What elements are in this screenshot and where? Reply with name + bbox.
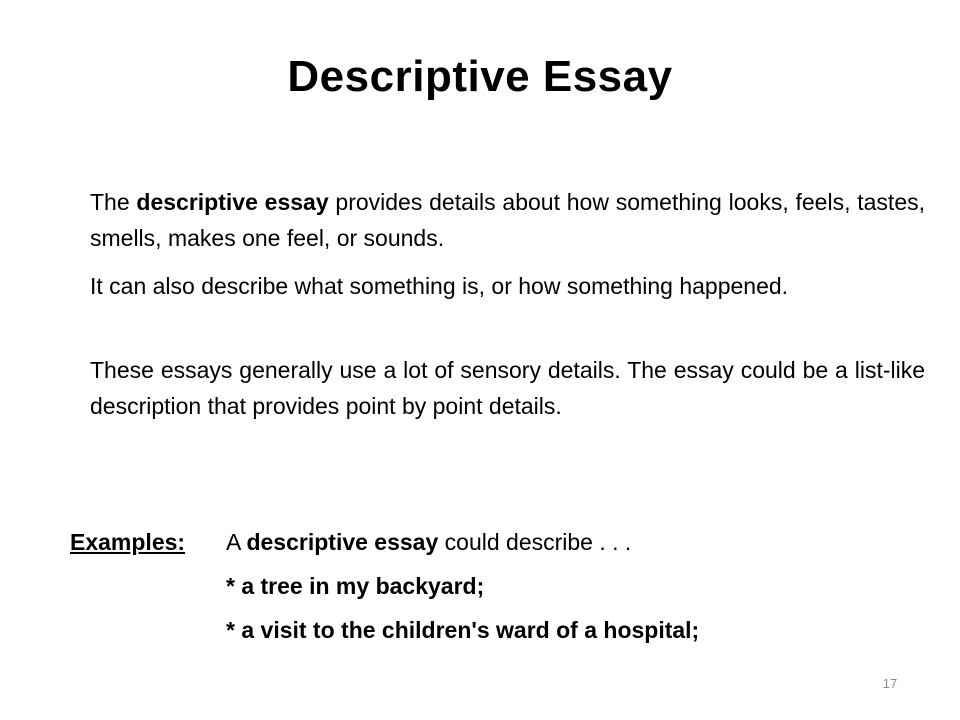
example-item: * a visit to the children's ward of a hospital; xyxy=(226,617,700,643)
example-item: * a tree in my backyard; xyxy=(226,573,485,599)
examples-intro-text: could describe . . . xyxy=(438,529,632,555)
examples-label: Examples: xyxy=(70,529,186,555)
examples-intro xyxy=(226,524,631,560)
paragraph-definition xyxy=(90,184,925,256)
paragraph-text: The xyxy=(90,189,137,215)
paragraph-also-describe: It can also describe what something is, or how something happened. xyxy=(90,273,789,299)
paragraph-text: provides details about how something looks, feels, tastes, smells, makes one feel, or sounds. xyxy=(90,189,926,251)
bold-term: descriptive essay xyxy=(246,529,439,555)
examples-intro-text: A xyxy=(226,529,247,555)
slide-title: Descriptive Essay xyxy=(287,52,673,101)
page-number: 17 xyxy=(882,676,898,691)
bold-term: descriptive essay xyxy=(136,189,329,215)
paragraph-sensory-details: These essays generally use a lot of sensory details. The essay could be a list-like description that provides point by point details. xyxy=(90,357,925,419)
